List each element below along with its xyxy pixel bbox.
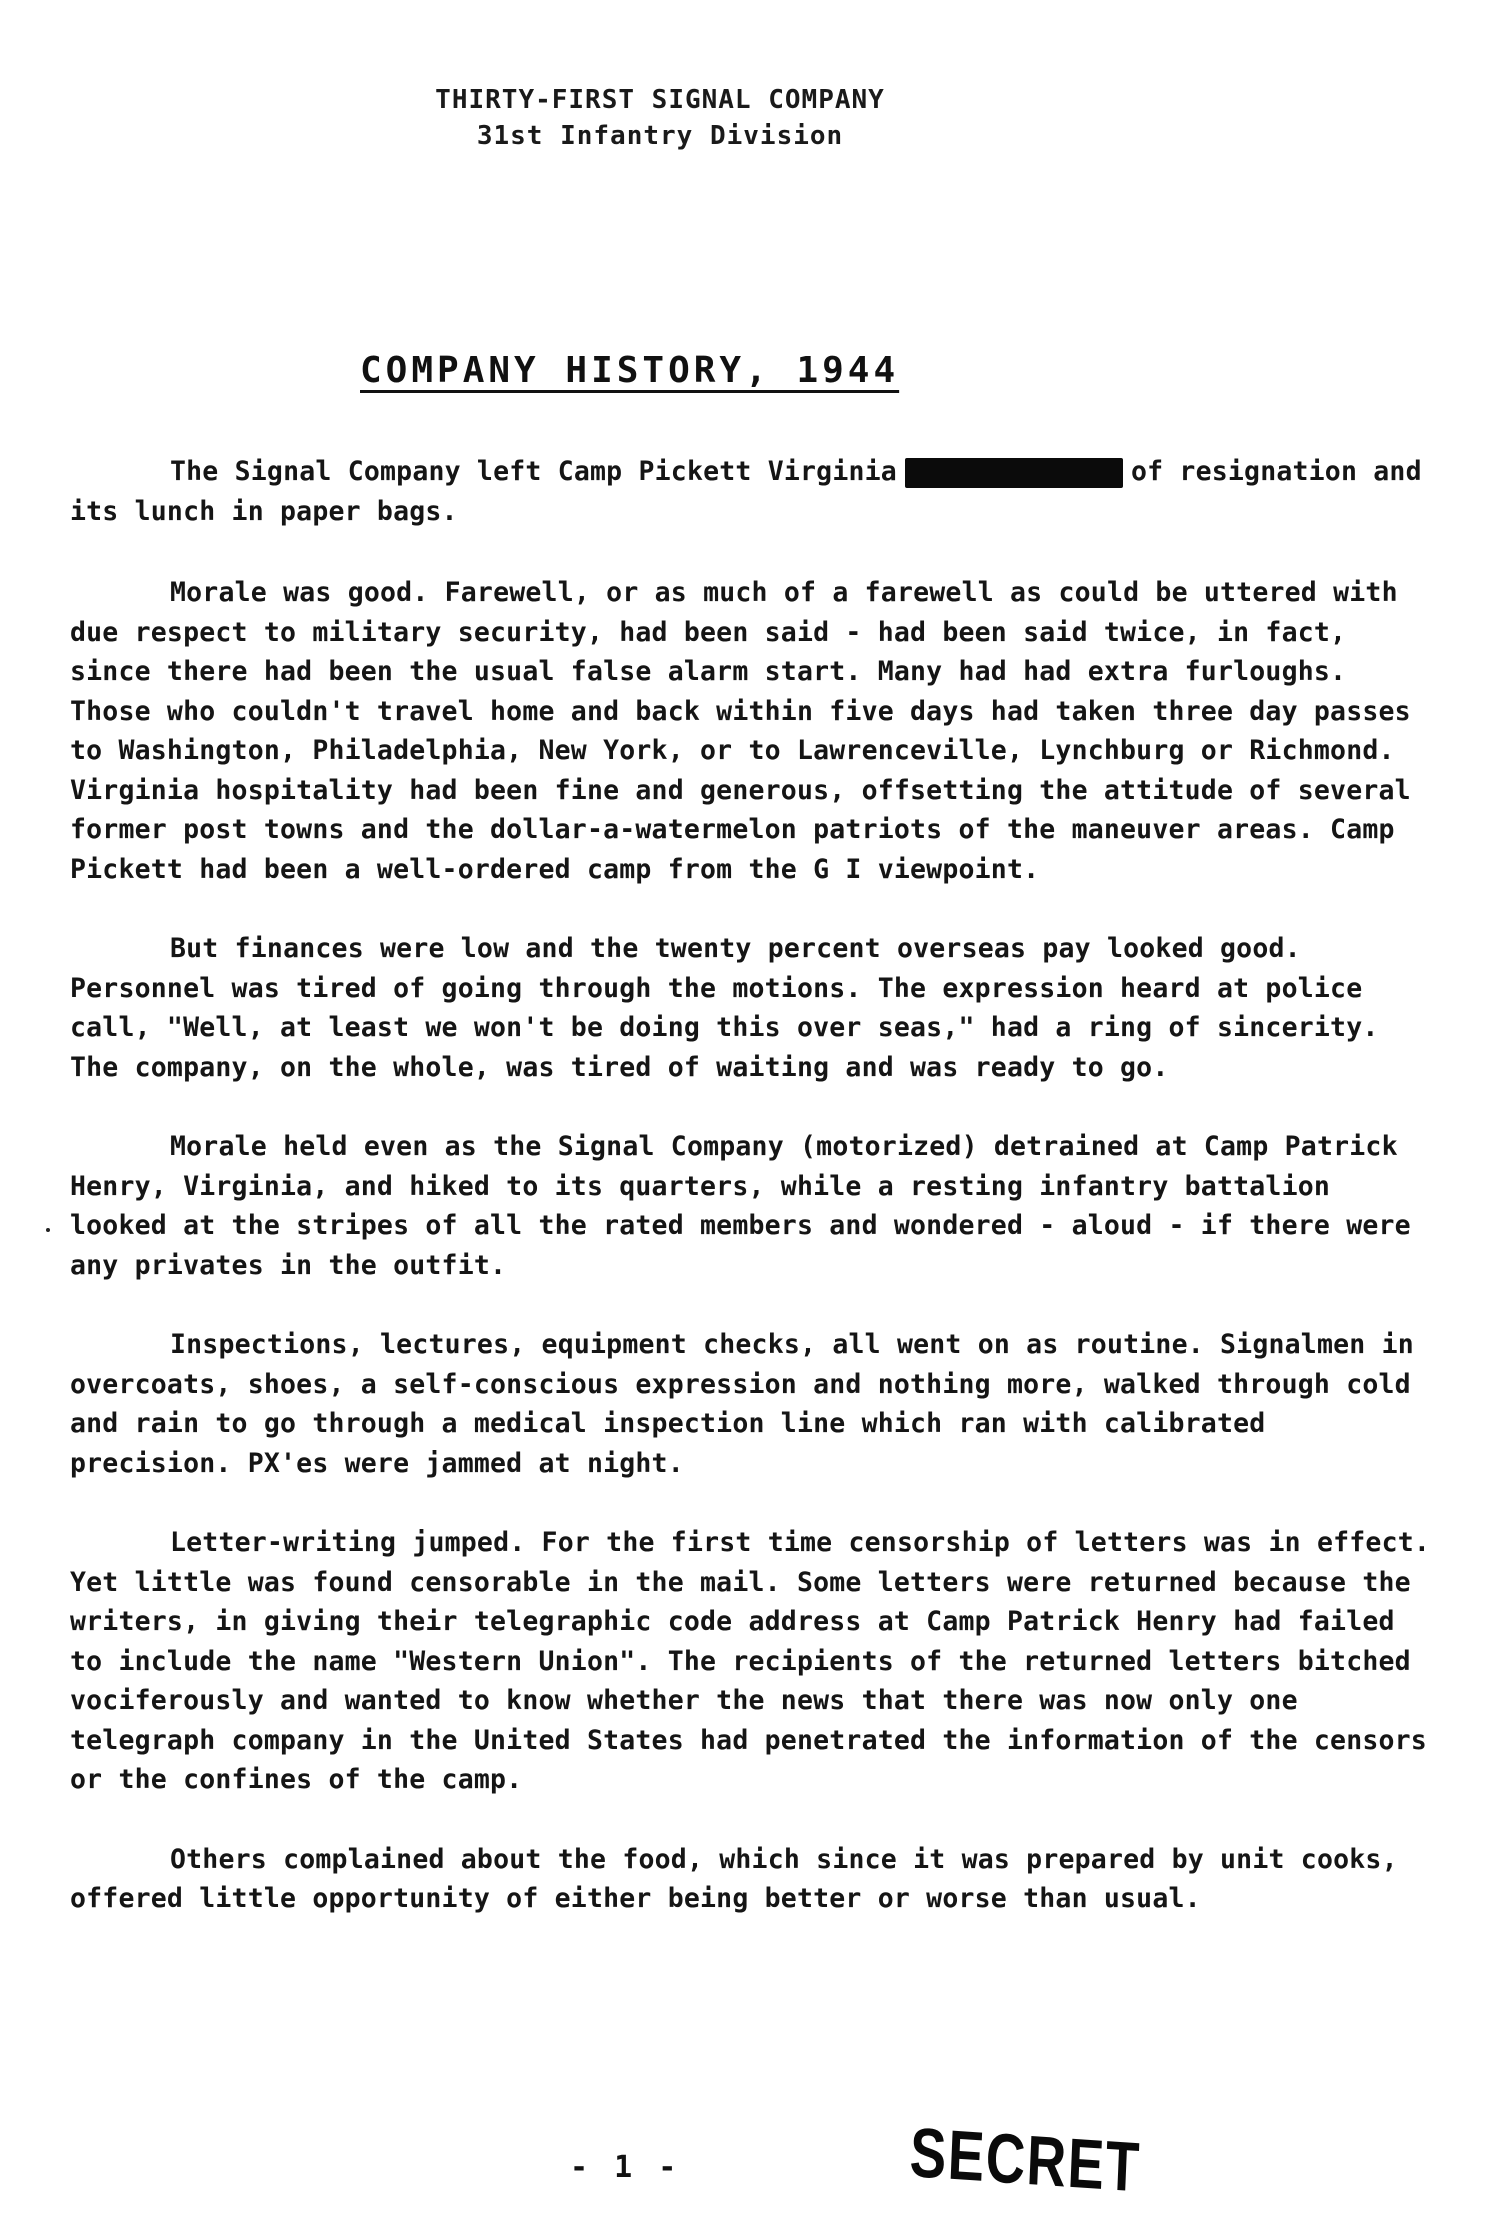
paragraph-4: Morale held even as the Signal Company (motorized) detrained at Camp Patrick Henry, Virginia, and hiked to its quarters, while a resting infantry battalion looked at the stripes of all the rated members and wondered - aloud - if there were any privates in the outfit.: [70, 1131, 1411, 1281]
redaction-block: [905, 458, 1123, 488]
paragraph-1-start: The Signal Company left Camp Pickett Virginia: [170, 456, 897, 487]
secret-stamp: SECRET: [908, 2113, 1143, 2207]
margin-mark: [46, 1228, 50, 1232]
paragraph-6: Letter-writing jumped. For the first time censorship of letters was in effect. Yet little was found censorable in the mail. Some letters were returned because the writers, in giving their telegraphic code address at Camp Patrick Henry had failed to include the name "Western Union". The recipients of the returned letters bitched vociferously and wanted to know whether the news that there was now only one telegraph company in the United States had penetrated the information of the censors or the confines of the camp.: [70, 1527, 1431, 1795]
paragraph-1: [70, 452, 1440, 531]
document-body: [70, 452, 1440, 1959]
paragraph-1-end: of resignation and its lunch in paper bags.: [70, 456, 1422, 527]
document-header: [380, 82, 940, 154]
paragraph-2: Morale was good. Farewell, or as much of a farewell as could be uttered with due respect to military security, had been said - had been said twice, in fact, since there had been the usual false alarm start. Many had had extra furloughs. Those who couldn't travel home and back within five days had taken three day passes to Washington, Philadelphia, New York, or to Lawrenceville, Lynchburg or Richmond. Virginia hospitality had been fine and generous, offsetting the attitude of several former post towns and the dollar-a-watermelon patriots of the maneuver areas. Camp Pickett had been a well-ordered camp from the G I viewpoint.: [70, 577, 1411, 885]
page-number: - 1 -: [570, 2150, 681, 2185]
unit-name: THIRTY-FIRST SIGNAL COMPANY: [435, 85, 885, 115]
document-title: COMPANY HISTORY, 1944: [360, 350, 900, 391]
paragraph-7: Others complained about the food, which since it was prepared by unit cooks, offered little opportunity of either being better or worse than usual.: [70, 1843, 1398, 1914]
paragraph-3: But finances were low and the twenty percent overseas pay looked good. Personnel was tired of going through the motions. The expression heard at police call, "Well, at least we won't be doing this over seas," had a ring of sincerity. The company, on the whole, was tired of waiting and was ready to go.: [70, 933, 1379, 1083]
division-name: 31st Infantry Division: [476, 121, 844, 151]
paragraph-5: Inspections, lectures, equipment checks, all went on as routine. Signalmen in overcoats, shoes, a self-conscious expression and nothing more, walked through cold and rain to go through a medical inspection line which ran with calibrated precision. PX'es were jammed at night.: [70, 1329, 1414, 1479]
